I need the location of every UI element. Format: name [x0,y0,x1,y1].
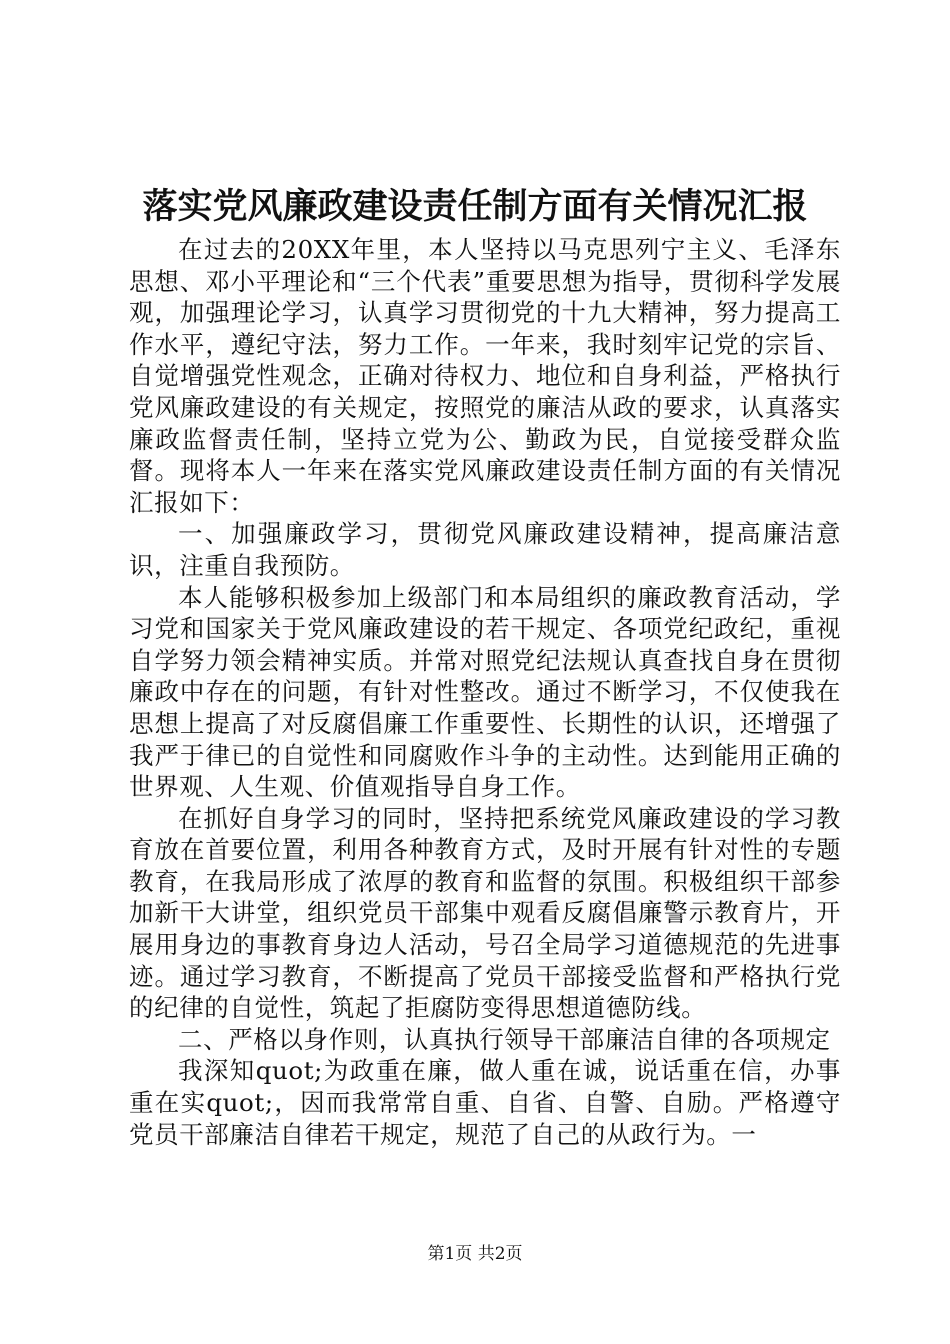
paragraph-heading-2: 二、严格以身作则，认真执行领导干部廉洁自律的各项规定 [178,1024,831,1054]
document-title: 落实党风廉政建设责任制方面有关情况汇报 [142,186,808,227]
paragraph-self-discipline: 我深知quot;为政重在廉，做人重在诚，说话重在信，办事重在实quot;，因而我常常自重、自省、自警、自励。严格遵守党员干部廉洁自律若干规定，规范了自己的从政行为。一 [129,1056,841,1149]
page-number: 第1页 共2页 [427,1244,523,1264]
paragraph-study: 本人能够积极参加上级部门和本局组织的廉政教育活动，学习党和国家关于党风廉政建设的若干规定、各项党纪政纪，重视自学努力领会精神实质。并常对照党纪法规认真查找自身在贯彻廉政中存在的问题，有针对性整改。通过不断学习，不仅使我在思想上提高了对反腐倡廉工作重要性、长期性的认识，还增强了我严于律已的自觉性和同腐败作斗争的主动性。达到能用正确的世界观、人生观、价值观指导自身工作。 [129,582,841,802]
paragraph-heading-1: 一、加强廉政学习，贯彻党风廉政建设精神，提高廉洁意识，注重自我预防。 [129,519,841,580]
paragraph-intro: 在过去的20XX年里，本人坚持以马克思列宁主义、毛泽东思想、邓小平理论和“三个代表”重要思想为指导，贯彻科学发展观，加强理论学习，认真学习贯彻党的十九大精神，努力提高工作水平，遵纪守法，努力工作。一年来，我时刻牢记党的宗旨、自觉增强党性观念，正确对待权力、地位和自身利益，严格执行党风廉政建设的有关规定，按照党的廉洁从政的要求，认真落实廉政监督责任制，坚持立党为公、勤政为民，自觉接受群众监督。现将本人一年来在落实党风廉政建设责任制方面的有关情况汇报如下： [129,235,841,517]
document-body [129,234,841,1150]
paragraph-education: 在抓好自身学习的同时，坚持把系统党风廉政建设的学习教育放在首要位置，利用各种教育方式，及时开展有针对性的专题教育，在我局形成了浓厚的教育和监督的氛围。积极组织干部参加新干大讲堂，组织党员干部集中观看反腐倡廉警示教育片，开展用身边的事教育身边人活动，号召全局学习道德规范的先进事迹。通过学习教育，不断提高了党员干部接受监督和严格执行党的纪律的自觉性，筑起了拒腐防变得思想道德防线。 [129,803,841,1023]
